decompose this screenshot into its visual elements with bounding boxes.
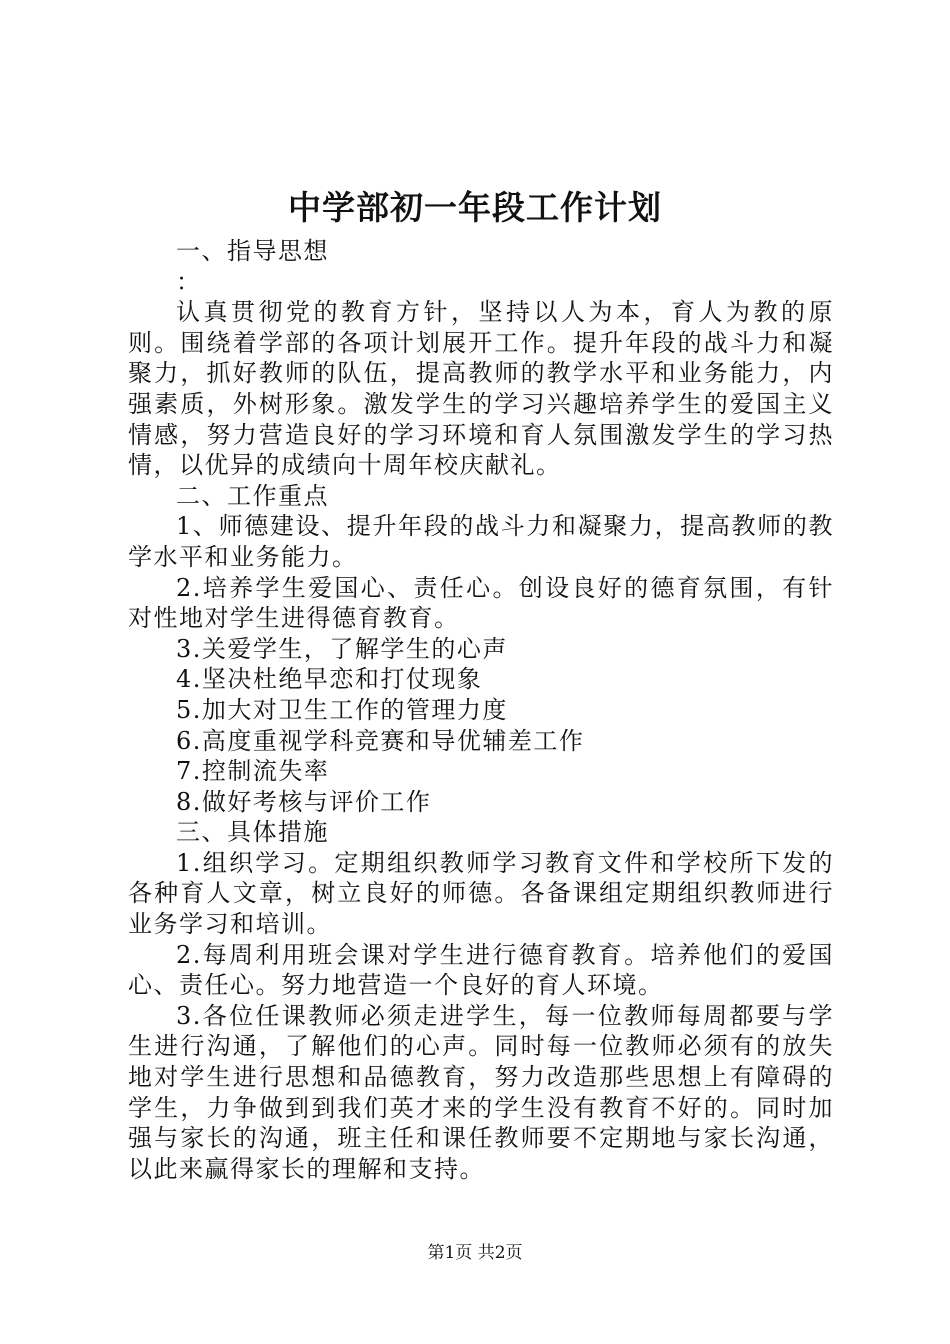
paragraph: 2.每周利用班会课对学生进行德育教育。培养他们的爱国心、责任心。努力地营造一个良好的育人环境。	[128, 940, 834, 1000]
paragraph: 3.各位任课教师必须走进学生，每一位教师每周都要与学生进行沟通，了解他们的心声。同时每一位教师必须有的放失地对学生进行思想和品德教育，努力改造那些思想上有障碍的学生，力争做到到我们英才来的学生没有教育不好的。同时加强与家长的沟通，班主任和课任教师要不定期地与家长沟通，以此来赢得家长的理解和支持。	[128, 1001, 834, 1183]
section-heading: 三、具体措施	[176, 818, 329, 847]
list-item: 6.高度重视学科竞赛和导优辅差工作	[176, 726, 585, 755]
list-item: 8.做好考核与评价工作	[176, 787, 432, 816]
paragraph: ：	[176, 267, 202, 296]
paragraph: 2.培养学生爱国心、责任心。创设良好的德育氛围，有针对性地对学生进得德育教育。	[128, 573, 834, 633]
paragraph: 认真贯彻党的教育方针，坚持以人为本，育人为教的原则。围绕着学部的各项计划展开工作。提升年段的战斗力和凝聚力，抓好教师的队伍，提高教师的教学水平和业务能力，内强素质，外树形象。激发学生的学习兴趣培养学生的爱国主义情感，努力营造良好的学习环境和育人氛围激发学生的学习热情，以优异的成绩向十周年校庆献礼。	[128, 298, 834, 480]
section-heading: 一、指导思想	[176, 237, 329, 265]
list-item: 5.加大对卫生工作的管理力度	[176, 695, 508, 724]
section-heading: 二、工作重点	[176, 481, 329, 510]
page-footer: 第1页 共2页	[427, 1243, 523, 1263]
paragraph: 1、师德建设、提升年段的战斗力和凝聚力，提高教师的教学水平和业务能力。	[128, 512, 834, 571]
document-title: 中学部初一年段工作计划	[288, 188, 662, 227]
list-item: 7.控制流失率	[176, 757, 330, 786]
document-body	[128, 236, 834, 1184]
list-item: 4.坚决杜绝早恋和打仗现象	[176, 665, 483, 694]
paragraph: 1.组织学习。定期组织教师学习教育文件和学校所下发的各种育人文章，树立良好的师德。各备课组定期组织教师进行业务学习和培训。	[128, 848, 834, 939]
list-item: 3.关爱学生，了解学生的心声	[176, 634, 508, 663]
